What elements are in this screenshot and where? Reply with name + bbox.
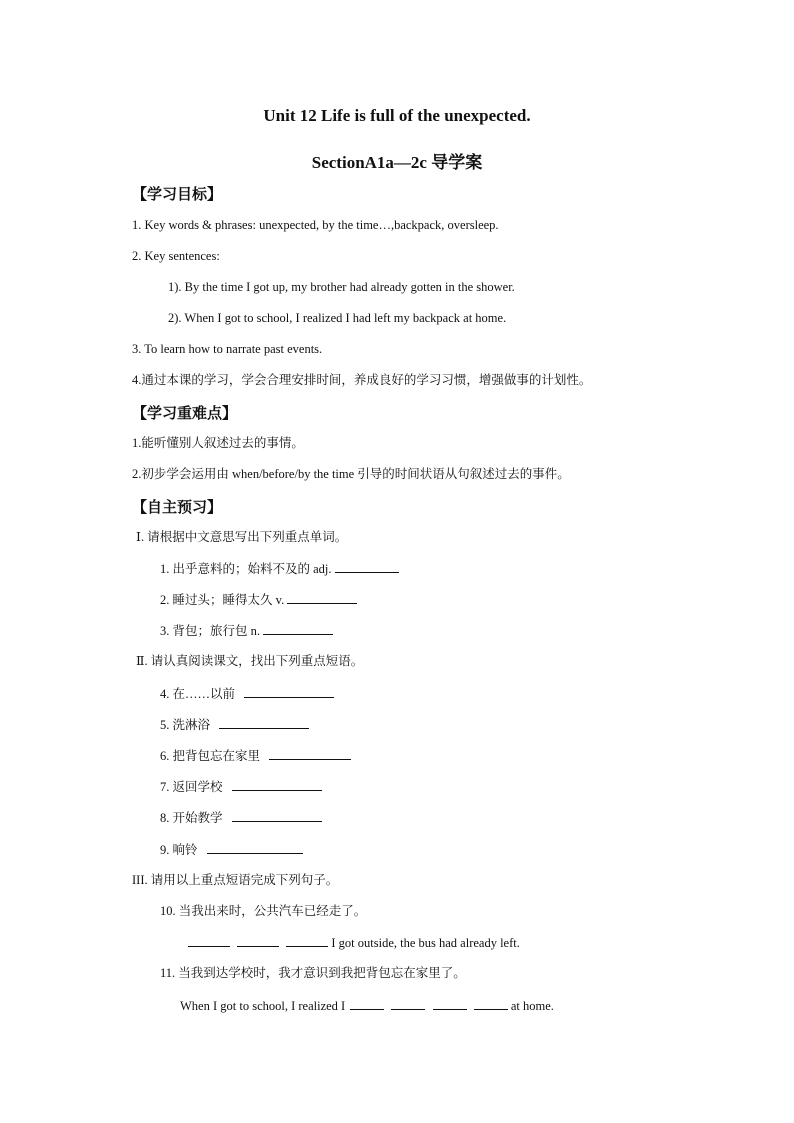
phrase-item-4-text: 4. 在……以前 xyxy=(160,687,236,701)
answer-blank[interactable] xyxy=(188,933,230,947)
phrase-item-4 xyxy=(160,684,334,703)
word-item-1-text: 1. 出乎意料的；始料不及的 adj. xyxy=(160,562,332,576)
answer-blank[interactable] xyxy=(391,996,425,1010)
answer-blank[interactable] xyxy=(232,777,322,791)
word-item-3 xyxy=(160,621,333,640)
question-11-answer-line xyxy=(180,996,554,1015)
goal-sentence-2: 2). When I got to school, I realized I had left my backpack at home. xyxy=(168,311,507,325)
question-10-answer-text: I got outside, the bus had already left. xyxy=(331,936,520,950)
question-11-suffix: at home. xyxy=(510,999,554,1013)
phrase-item-9-text: 9. 响铃 xyxy=(160,843,198,857)
phrase-item-9 xyxy=(160,840,303,859)
keypoint-item-1: 1.能听懂别人叙述过去的事情。 xyxy=(132,436,304,450)
goal-item-3: 3. To learn how to narrate past events. xyxy=(132,342,323,356)
goal-sentence-1: 1). By the time I got up, my brother had already gotten in the shower. xyxy=(168,280,515,294)
answer-blank[interactable] xyxy=(232,808,322,822)
answer-blank[interactable] xyxy=(474,996,508,1010)
answer-blank[interactable] xyxy=(350,996,384,1010)
page-subtitle: SectionA1a—2c 导学案 xyxy=(311,153,483,172)
phrase-item-5 xyxy=(160,715,309,734)
answer-blank[interactable] xyxy=(263,621,333,635)
word-item-1 xyxy=(160,559,399,578)
goal-item-4: 4.通过本课的学习，学会合理安排时间，养成良好的学习习惯，增强做事的计划性。 xyxy=(132,373,592,387)
phrase-item-7 xyxy=(160,777,322,796)
phrase-item-5-text: 5. 洗淋浴 xyxy=(160,718,211,732)
question-11: 11. 当我到达学校时，我才意识到我把背包忘在家里了。 xyxy=(160,966,466,980)
phrase-item-8-text: 8. 开始教学 xyxy=(160,811,223,825)
answer-blank[interactable] xyxy=(237,933,279,947)
preview-heading: 【自主预习】 xyxy=(132,498,223,516)
phrase-item-7-text: 7. 返回学校 xyxy=(160,780,223,794)
page-title: Unit 12 Life is full of the unexpected. xyxy=(263,106,531,125)
answer-blank[interactable] xyxy=(244,684,334,698)
part3-instruction: III. 请用以上重点短语完成下列句子。 xyxy=(132,873,339,887)
goal-item-2: 2. Key sentences: xyxy=(132,249,220,263)
answer-blank[interactable] xyxy=(207,840,303,854)
answer-blank[interactable] xyxy=(287,590,357,604)
question-10-answer-line xyxy=(188,933,520,952)
goal-item-1: 1. Key words & phrases: unexpected, by the time…,backpack, oversleep. xyxy=(132,218,499,232)
question-11-prefix: When I got to school, I realized I xyxy=(180,999,346,1013)
answer-blank[interactable] xyxy=(219,715,309,729)
answer-blank[interactable] xyxy=(335,559,399,573)
phrase-item-6 xyxy=(160,746,351,765)
part1-instruction: Ⅰ. 请根据中文意思写出下列重点单词。 xyxy=(136,530,348,544)
question-10: 10. 当我出来时，公共汽车已经走了。 xyxy=(160,904,367,918)
phrase-item-6-text: 6. 把背包忘在家里 xyxy=(160,749,261,763)
word-item-2 xyxy=(160,590,357,609)
answer-blank[interactable] xyxy=(286,933,328,947)
answer-blank[interactable] xyxy=(269,746,351,760)
answer-blank[interactable] xyxy=(433,996,467,1010)
word-item-2-text: 2. 睡过头；睡得太久 v. xyxy=(160,593,285,607)
phrase-item-8 xyxy=(160,808,322,827)
part2-instruction: Ⅱ. 请认真阅读课文，找出下列重点短语。 xyxy=(136,654,364,668)
keypoint-item-2: 2.初步学会运用由 when/before/by the time 引导的时间状语从句叙述过去的事件。 xyxy=(132,467,570,481)
goals-heading: 【学习目标】 xyxy=(132,185,223,203)
keypoints-heading: 【学习重难点】 xyxy=(132,404,238,422)
word-item-3-text: 3. 背包；旅行包 n. xyxy=(160,624,261,638)
